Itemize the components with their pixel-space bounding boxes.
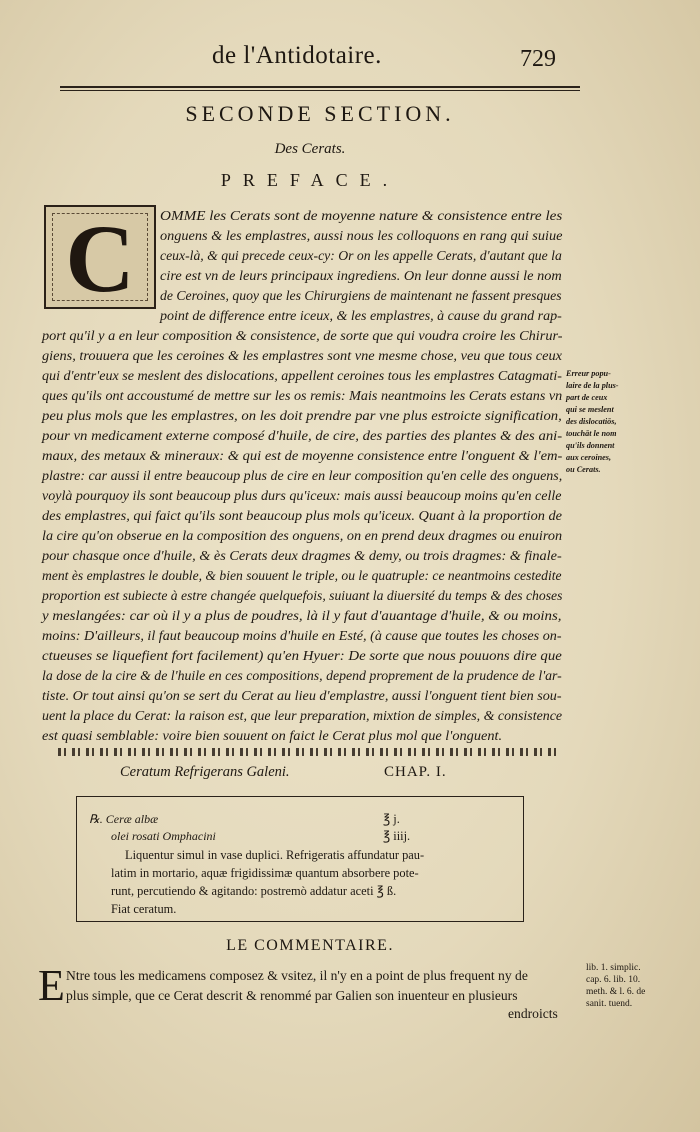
ingredient-name: ℞. Ceræ albæ [89,812,159,826]
body-line: des emplastres, qui faict qu'ils sont beaucoup plus mols qu'iceux. Quant à la proportion de [42,508,563,523]
subtitle: Des Cerats. [274,141,346,157]
recipe-text-line: Fiat ceratum. [111,902,177,916]
running-head: de l'Antidotaire. [212,42,382,69]
body-line: port qu'il y a en leur composition & consistence, de sorte que qui voudra croire les Chirur- [42,328,563,343]
body-line: de Ceroines, quoy que les Chirurgiens de maintenant ne fassent presques [160,288,562,303]
body-line: onguens & les emplastres, aussi nous les colloquons en rang qui suiue [160,228,563,243]
commentary-line: plus simple, que ce Cerat descrit & renommé par Galien son inuenteur en plusieurs [66,988,518,1003]
dropcap-letter: C [65,205,135,312]
preface-heading: PREFACE. [220,170,400,190]
header-rule-thin [60,90,580,91]
commentary-note: cap. 6. lib. 10. [586,975,641,985]
margin-note-line: ou Cerats. [566,465,601,474]
header-rule [60,86,580,88]
body-line: ment ès emplastres le double, & bien souuent le triple, ou le quatruple: ce neantmoins cestedite [42,568,562,583]
body-line: la dose de la cire & de l'huile en ces compositions, depend proprement de la prudence de l'ar- [42,668,562,683]
body-line: OMME les Cerats sont de moyenne nature & consistence entre les [160,208,563,223]
commentary-title: LE COMMENTAIRE. [226,937,394,954]
body-line: plastre: car aussi il entre beaucoup plus de cire en leur composition qu'en celle des onguens, [42,468,563,483]
body-line: pour chasque once d'huile, & ès Cerats deux dragmes & demy, ou trois dragmes: & finale- [42,548,562,563]
body-line: y meslangées: car où il y a plus de poudres, là il y faut d'auantage d'huile, & ou moins, [42,608,562,623]
margin-note-line: aux ceroines, [566,453,612,462]
commentary-note: meth. & l. 6. de [586,987,646,997]
commentary-line: endroicts [508,1006,558,1021]
ingredient-qty: ℥ j. [383,812,400,826]
margin-note-line: part de ceux [566,393,608,402]
body-line: ques qu'ils ont accoustumé de mettre sur les os remis: Mais neantmoins les Cerats estans vn [42,388,563,403]
margin-note-line: qui se meslent [566,405,614,414]
body-line: ceux-là, & qui precede ceux-cy: Or on les appelle Cerats, d'autant que la [160,248,562,263]
dropcap-ornament [44,205,156,312]
margin-note-line: laire de la plus- [566,381,619,390]
body-line: proportion est subiecte à estre changée quelquefois, suiuant la diuersité du temps & des choses [42,588,563,603]
ingredient-qty: ℥ iiij. [383,829,411,843]
margin-note-line: touchāt le nom [566,429,617,438]
body-line: peu plus mols que les emplastres, on les doit prendre par vne plus estroicte signification, [42,408,562,423]
ingredient-name: olei rosati Omphacini [111,829,216,843]
body-line: point de difference entre iceux, & les emplastres, à cause du grand rap- [160,308,562,323]
recipe-box [76,796,524,922]
body-line: qui d'entr'eux se meslent des dislocations, appellent ceroines tous les emplastres Catagmati- [42,368,562,383]
section-title: SECONDE SECTION. [185,101,455,126]
page-number: 729 [520,46,556,72]
ornament-band [58,748,558,756]
body-line: la cire qu'on obserue en la composition des onguens, on en prend deux dragmes ou enuiron [42,528,563,543]
recipe-text-line: Liquentur simul in vase duplici. Refrigeratis affundatur pau- [125,848,425,862]
body-line: giens, trouuera que les ceroines & les emplastres sont vne mesme chose, veu que tous ceux [42,348,563,363]
body-line: moins: D'ailleurs, il faut beaucoup moins d'huile en Esté, (à cause que toutes les choses on- [42,628,562,643]
margin-note-line: Erreur popu- [566,369,611,378]
chapter-label: CHAP. I. [384,764,447,780]
body-line: cire est vn de leurs principaux ingrediens. On leur donne aussi le nom [160,268,562,283]
body-line: pour vn medicament externe composé d'huile, de cire, des parties des plantes & des ani- [42,428,563,443]
recipe-text-line: runt, percutiendo & agitando: postremò addatur aceti ℥ ß. [111,884,397,898]
body-line: tiste. Or tout ainsi qu'on se sert du Cerat au lieu d'emplastre, aussi l'onguent tient bien sou- [42,688,562,703]
chapter-title: Ceratum Refrigerans Galeni. [120,764,290,780]
body-line: uent la place du Cerat: la raison est, que leur preparation, mixtion de simples, & consistence [42,708,563,723]
commentary-note: sanit. tuend. [586,999,633,1009]
commentary-line: Ntre tous les medicamens composez & vsitez, il n'y en a point de plus frequent ny de [66,968,528,983]
body-line: ctueuses se liquefient fort facilement) qu'en Hyuer: De sorte que nous pouuons dire que [42,648,562,663]
margin-note-line: qu'ils donnent [566,441,615,450]
commentary-note: lib. 1. simplic. [586,963,641,973]
margin-note-line: des dislocatiōs, [566,417,617,426]
recipe-text-line: latim in mortario, aquæ frigidissimæ quantum absorbere pote- [111,866,419,880]
commentary-initial: E [38,961,65,1010]
body-line: voylà pourquoy ils sont beaucoup plus durs qu'iceux: mais aussi beaucoup moins qu'en celle [42,488,562,503]
body-line: est quasi semblable: voire bien souuent on faict le Cerat plus mol que l'onguent. [42,728,503,743]
body-line: maux, des metaux & mineraux: & qui est de moyenne consistence entre l'onguent & l'em- [42,448,563,463]
